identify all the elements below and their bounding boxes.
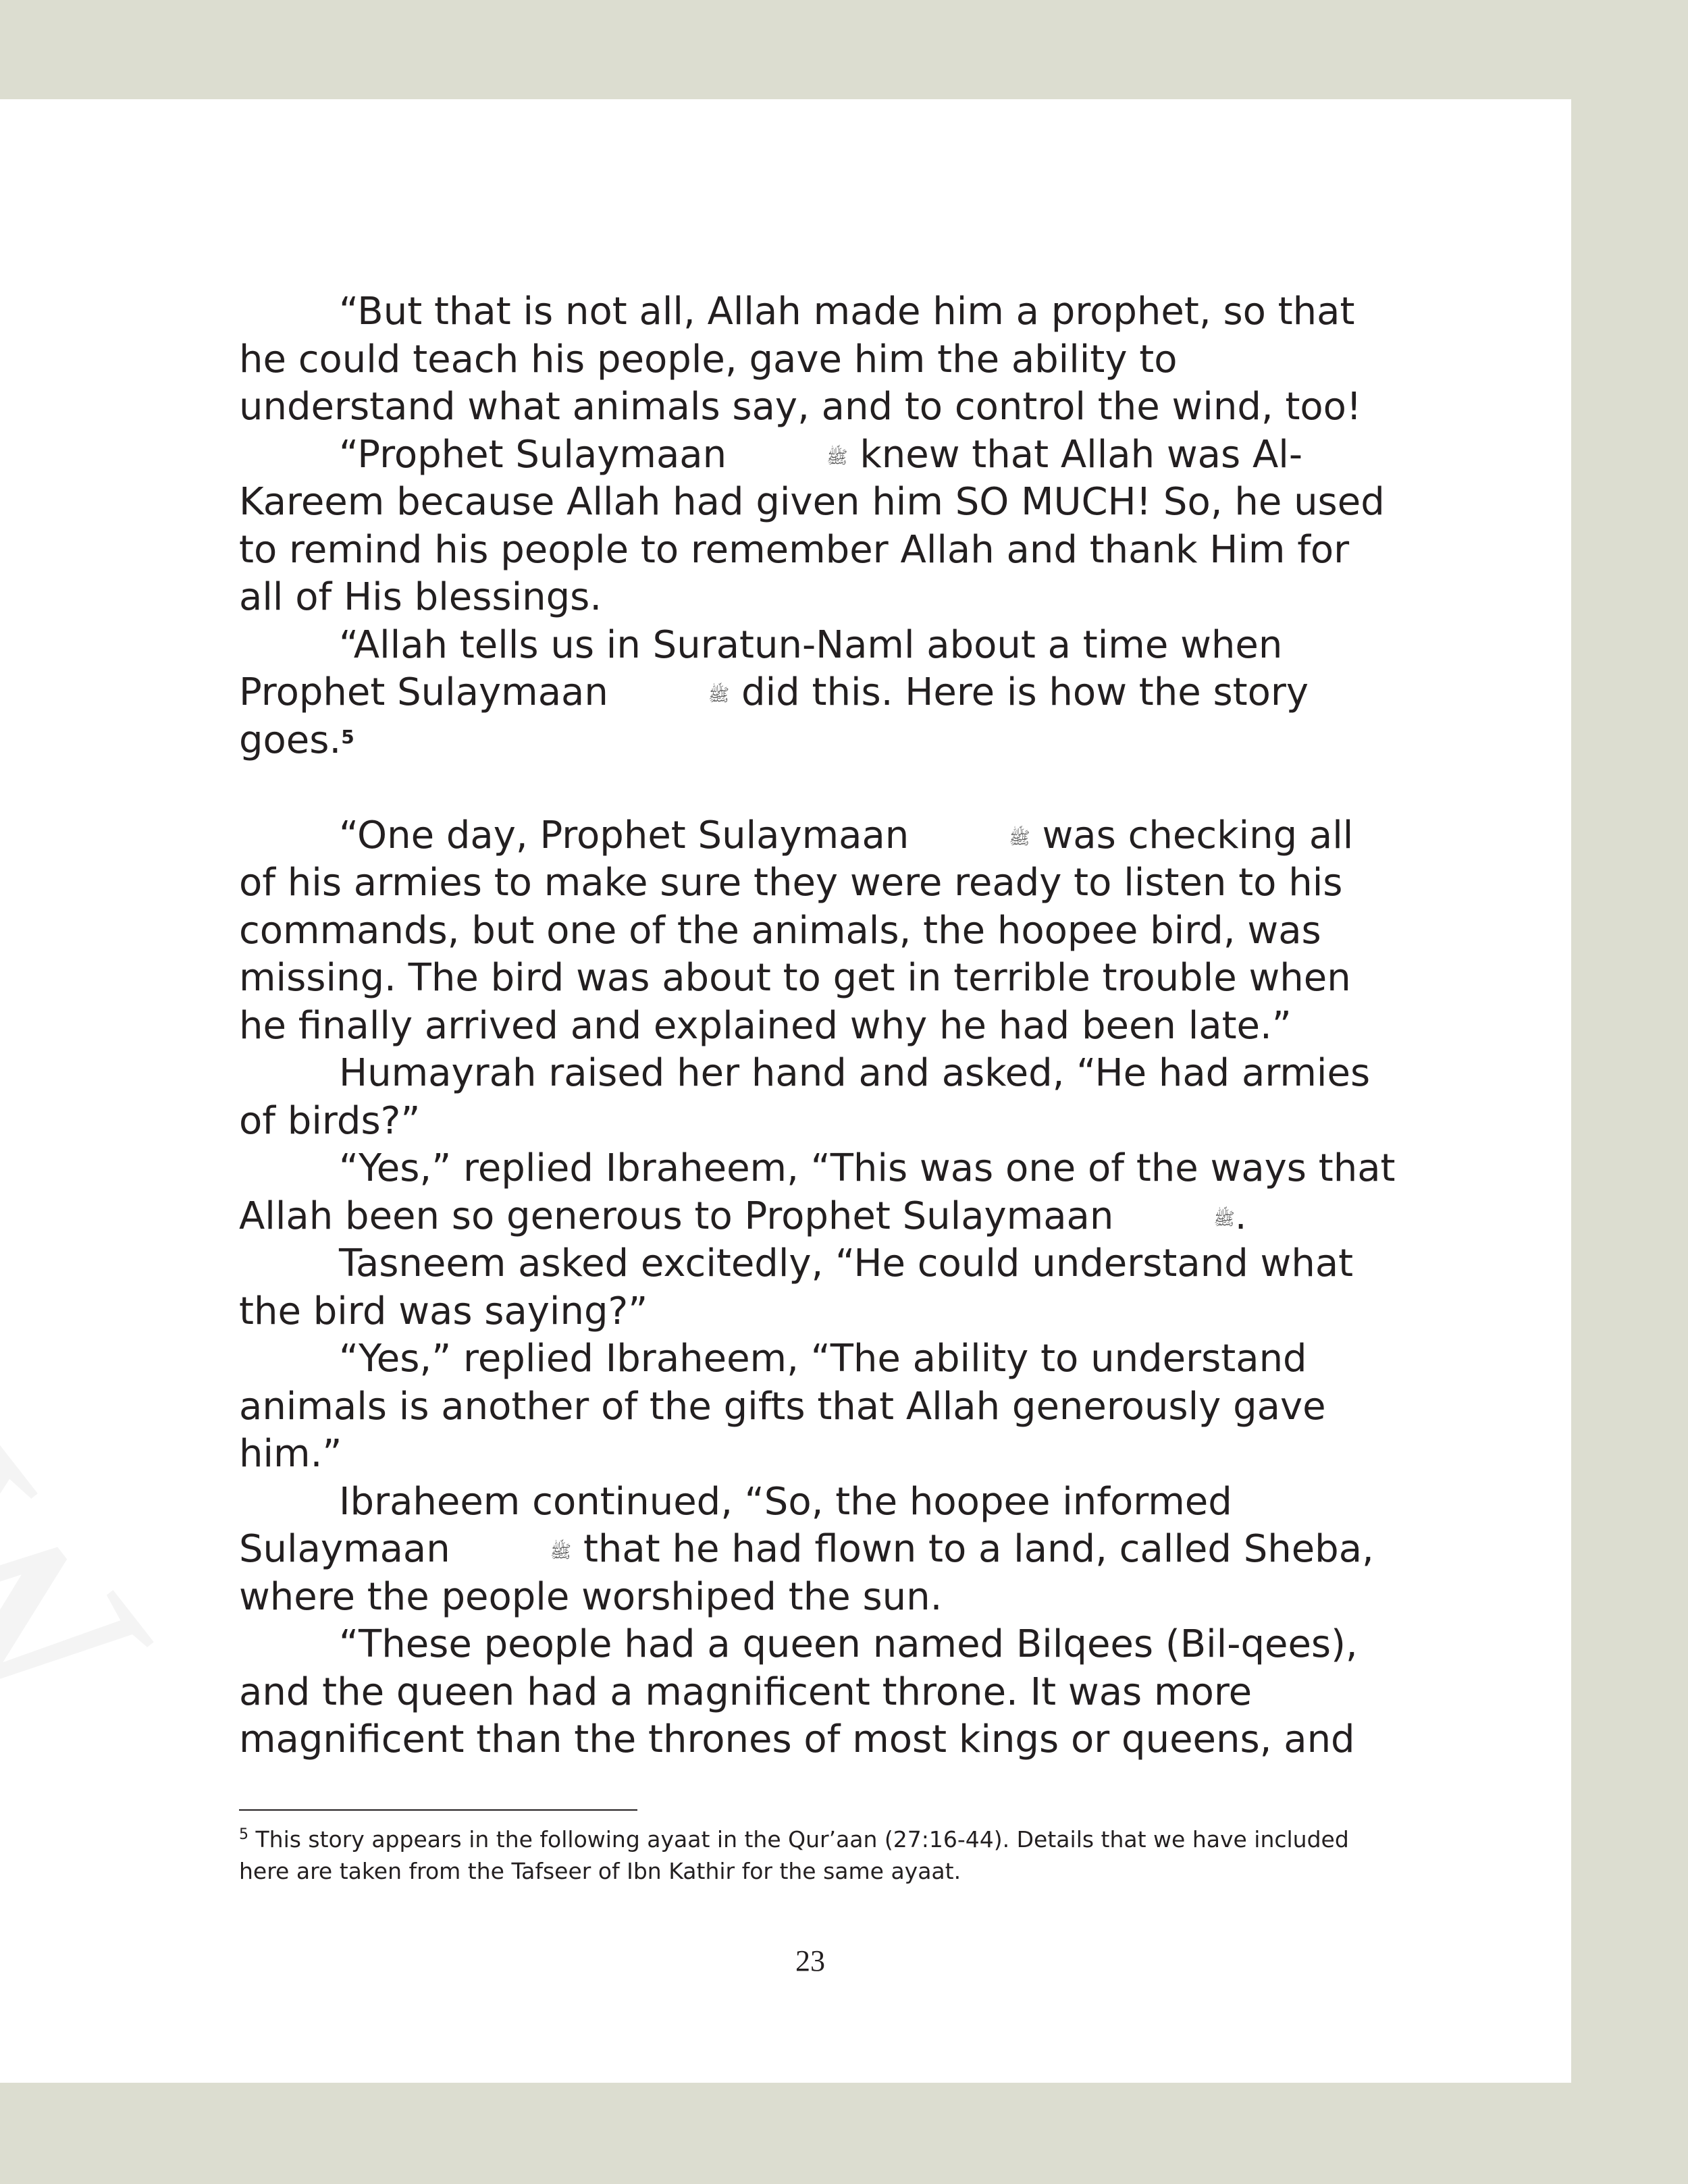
book-page (0, 99, 1571, 2083)
paragraph: Tasneem asked excitedly, “He could understand what the bird was saying?” (239, 1242, 1354, 1333)
salawat-icon: ﷺ (826, 447, 848, 468)
paragraph: “But that is not all, Allah made him a prophet, so that he could teach his people, gave him the ability to understand what animals say, and to control the wind, too! (239, 290, 1362, 429)
page-number: 23 (795, 1944, 825, 1977)
body-text (239, 288, 1400, 1764)
paragraph: “Yes,” replied Ibraheem, “This was one of the ways that Allah been so generous to Prophet Sulaymaan ﷺ. (239, 1146, 1396, 1238)
paragraph: “Allah tells us in Suratun-Naml about a time when Prophet Sulaymaan ﷺ did this. Here is how the story goes.$^5$ (239, 622, 1309, 762)
paragraph: Humayrah raised her hand and asked, “He had armies of birds?” (239, 1051, 1371, 1143)
footnote-divider (239, 1809, 637, 1811)
paragraph: Ibraheem continued, “So, the hoopee informed Sulaymaan ﷺ that he had flown to a land, called Sheba, where the people worshiped the sun. (239, 1479, 1374, 1619)
salawat-icon: ﷺ (708, 685, 730, 705)
salawat-icon: ﷺ (1213, 1208, 1235, 1229)
salawat-icon: ﷺ (1009, 828, 1030, 849)
salawat-icon: ﷺ (550, 1542, 572, 1562)
paragraph: “Prophet Sulaymaan ﷺ knew that Allah was Al-Kareem because Allah had given him SO MUCH! So, he used to remind his people to remember Allah and thank Him for all of His blessings. (239, 432, 1385, 619)
footnote-text: This story appears in the following ayaat in the Qur’aan (27:16-44). Details that we have included here are taken from the Tafseer of Ibn Kathir for the same ayaat. (239, 1826, 1349, 1884)
paragraph: “Yes,” replied Ibraheem, “The ability to understand animals is another of the gifts that Allah generously gave him.” (239, 1337, 1326, 1476)
footnote-reference[interactable]: 5 (341, 725, 354, 748)
paragraph: “These people had a queen named Bilqees (Bil-qees), and the queen had a magnificent throne. It was more magnificent than the thrones of most kings or queens, and (239, 1622, 1358, 1761)
footnote (239, 1823, 1400, 1887)
footnote-marker: 5 (239, 1826, 248, 1843)
paragraph: “One day, Prophet Sulaymaan ﷺ was checking all of his armies to make sure they were ready to listen to his commands, but one of the animals, the hoopee bird, was missing. The bird was about to get in terrible trouble when he finally arrived and explained why he had been late.” (239, 813, 1354, 1048)
